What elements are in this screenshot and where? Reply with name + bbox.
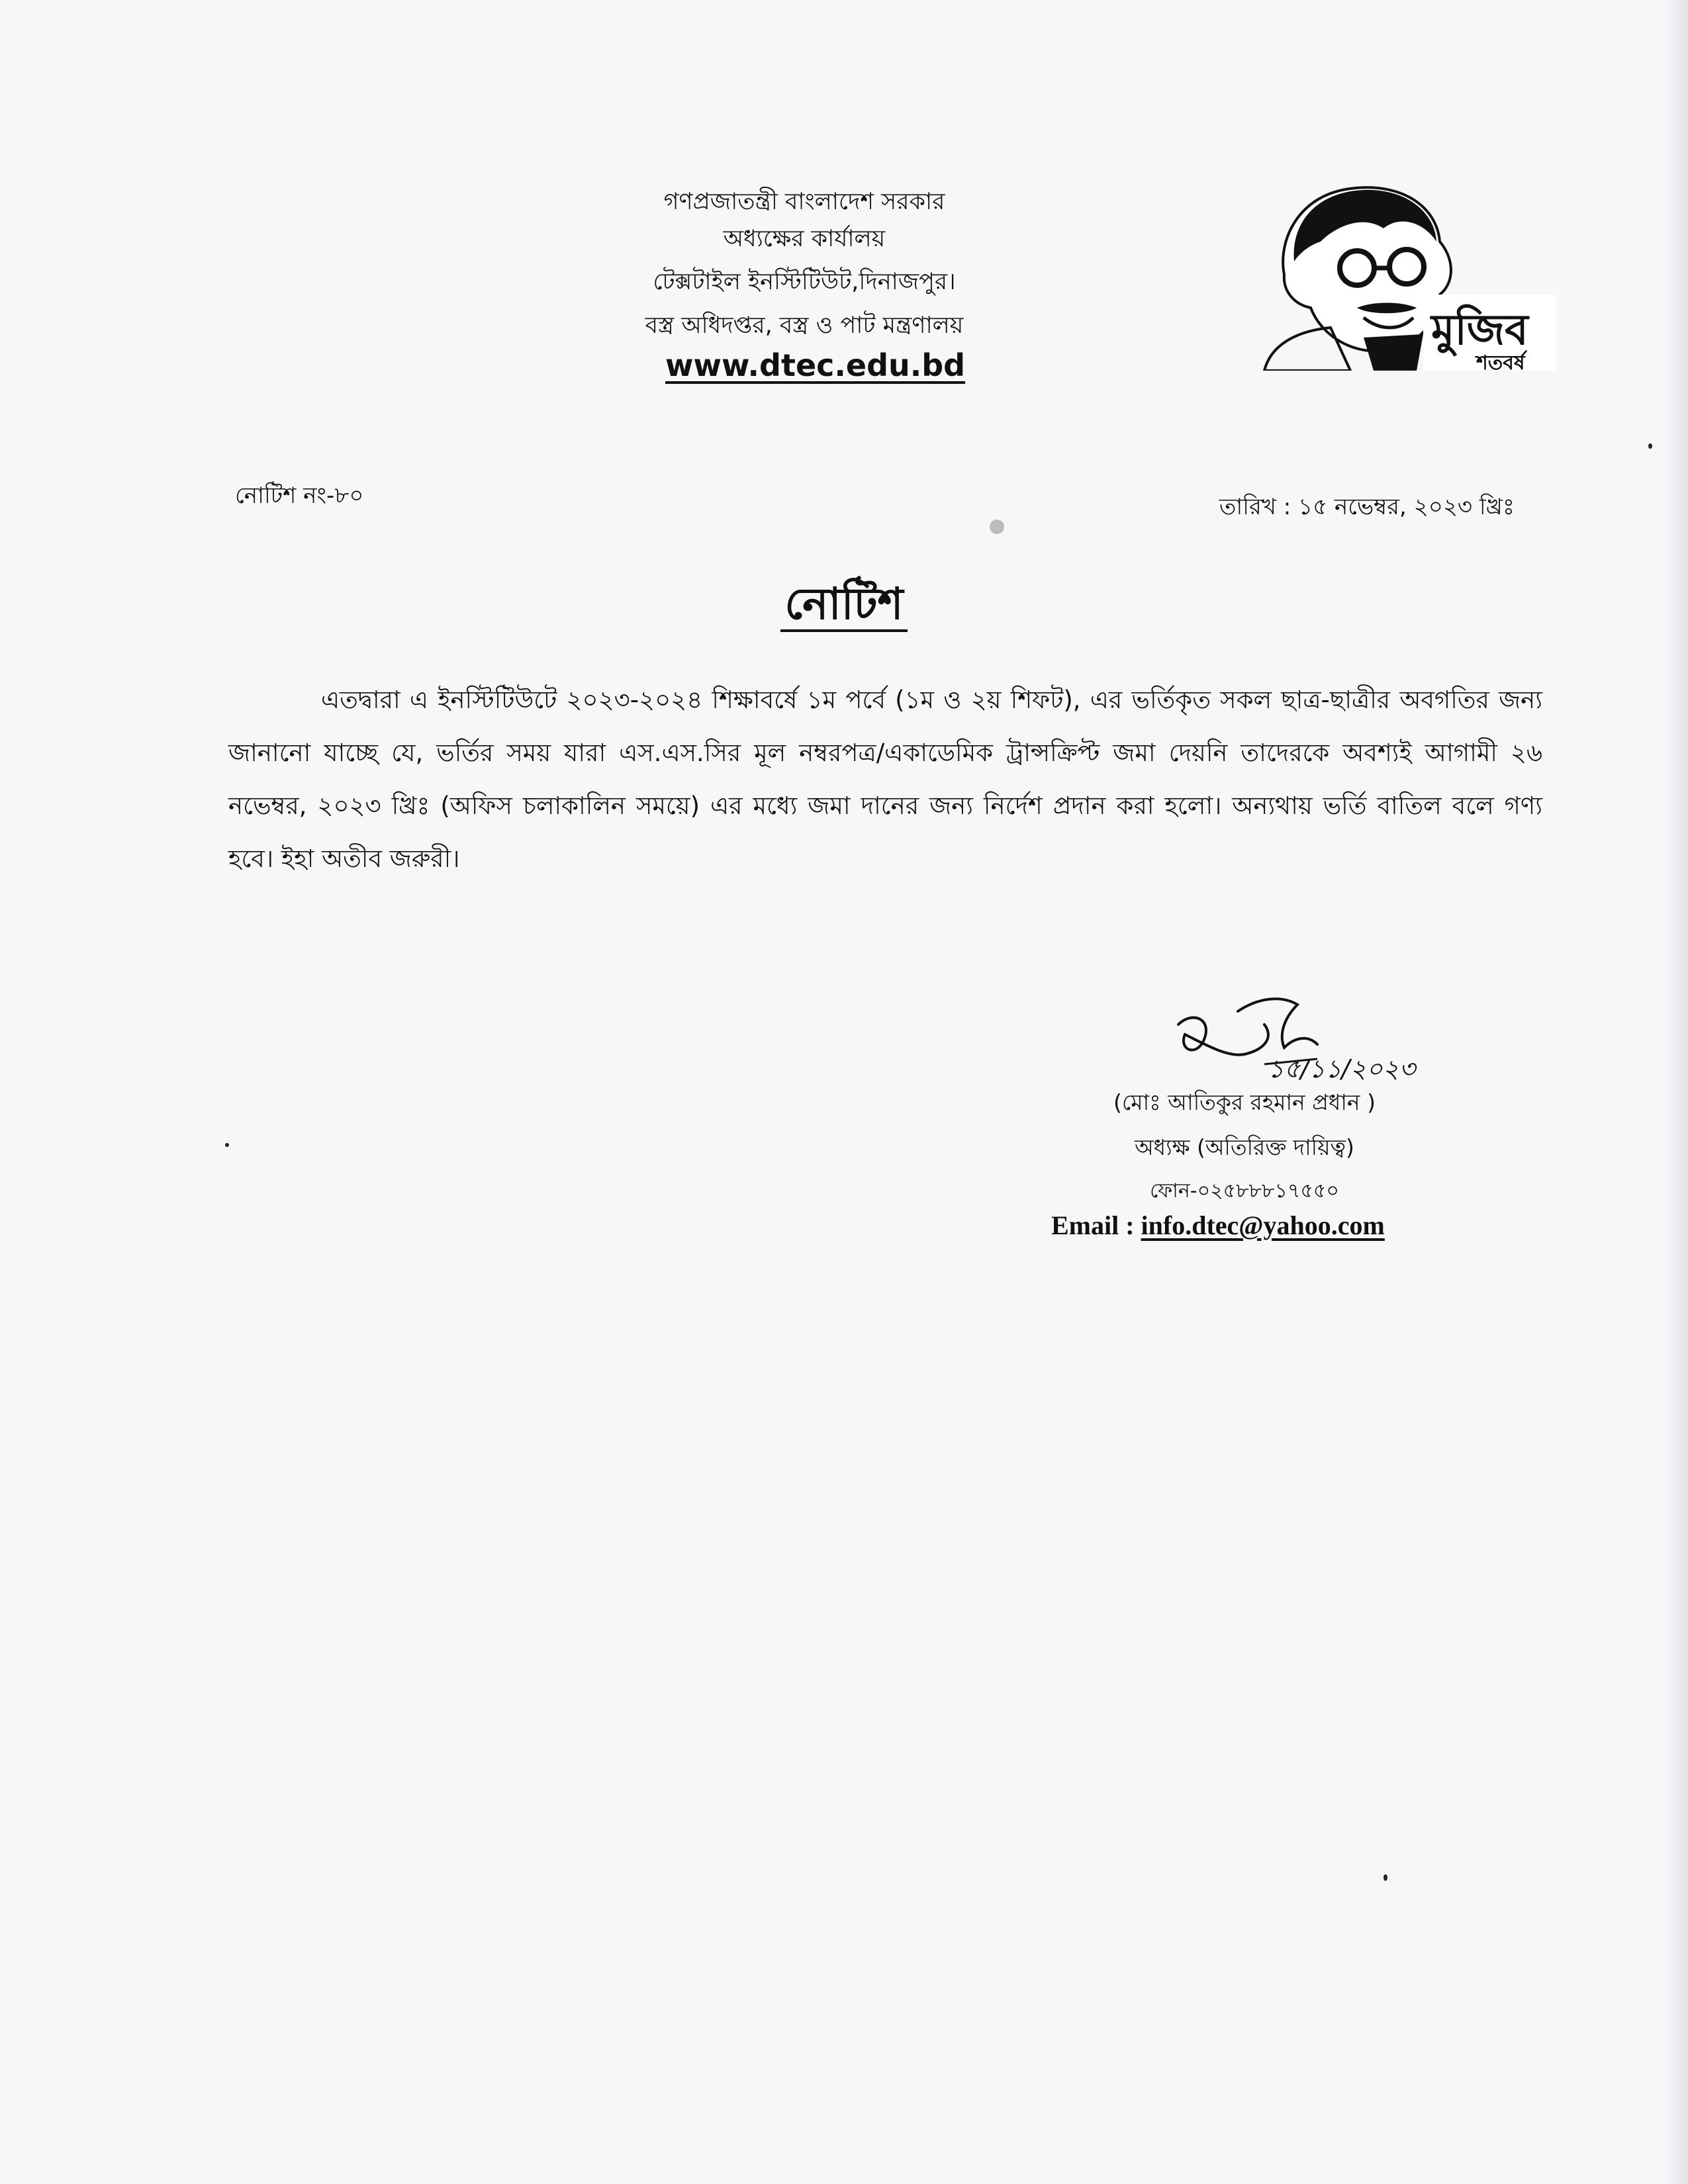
scan-speck [990,520,1004,534]
email-line [1051,1210,1385,1241]
header-website-link[interactable]: www.dtec.edu.bd [665,347,966,383]
scan-edge-shadow [1665,0,1688,2184]
notice-title-text: নোটিশ [780,578,907,632]
header-ministry: বস্ত্র অধিদপ্তর, বস্ত্র ও পাট মন্ত্রণালয় [645,312,964,339]
notice-title [0,570,1688,643]
scan-speck [1648,443,1652,449]
signature-date: ১৫/১১/২০২৩ [1268,1054,1416,1083]
logo-text-centenary: শতবর্ষ [1476,351,1525,371]
email-label: Email : [1051,1210,1135,1240]
logo-text-mujib: মুজিব [1431,306,1528,355]
signatory-designation: অধ্যক্ষ (অতিরিক্ত দায়িত্ব) [1135,1134,1354,1160]
notice-number: নোটিশ নং-৮০ [235,482,364,509]
scan-speck [225,1143,229,1147]
header-office: অধ্যক্ষের কার্যালয় [723,226,886,252]
signatory-name: (মোঃ আতিকুর রহমান প্রধান ) [1113,1089,1376,1115]
header-government: গণপ্রজাতন্ত্রী বাংলাদেশ সরকার [663,189,945,215]
notice-date: তারিখ : ১৫ নভেম্বর, ২০২৩ খ্রিঃ [1219,494,1515,520]
email-link[interactable]: info.dtec@yahoo.com [1141,1210,1385,1240]
scan-speck [1383,1874,1387,1881]
header-institute: টেক্সটাইল ইনস্টিটিউট,দিনাজপুর। [653,269,956,295]
notice-body: এতদ্বারা এ ইনস্টিটিউটে ২০২৩-২০২৪ শিক্ষাবর্ষে ১ম পর্বে (১ম ও ২য় শিফট), এর ভর্তিকৃত সকল ছাত্র-ছাত্রীর অবগতির জন্য জানানো যাচ্ছে যে, ভর্তির সময় যারা এস.এস.সির মূল নম্বরপত্র/একাডেমিক ট্রান্সক্রিপ্ট জমা দেয়নি তাদেরকে অবশ্যই আগামী ২৬ নভেম্বর, ২০২৩ খ্রিঃ (অফিস চলাকালিন সময়ে) এর মধ্যে জমা দানের জন্য নির্দেশ প্রদান করা হলো। অন্যথায় ভর্তি বাতিল বলে গণ্য হবে। ইহা অতীব জরুরী। [228,686,1542,873]
mujib-centenary-logo [1258,169,1556,371]
signatory-phone: ফোন-০২৫৮৮৮১৭৫৫০ [1150,1179,1339,1203]
